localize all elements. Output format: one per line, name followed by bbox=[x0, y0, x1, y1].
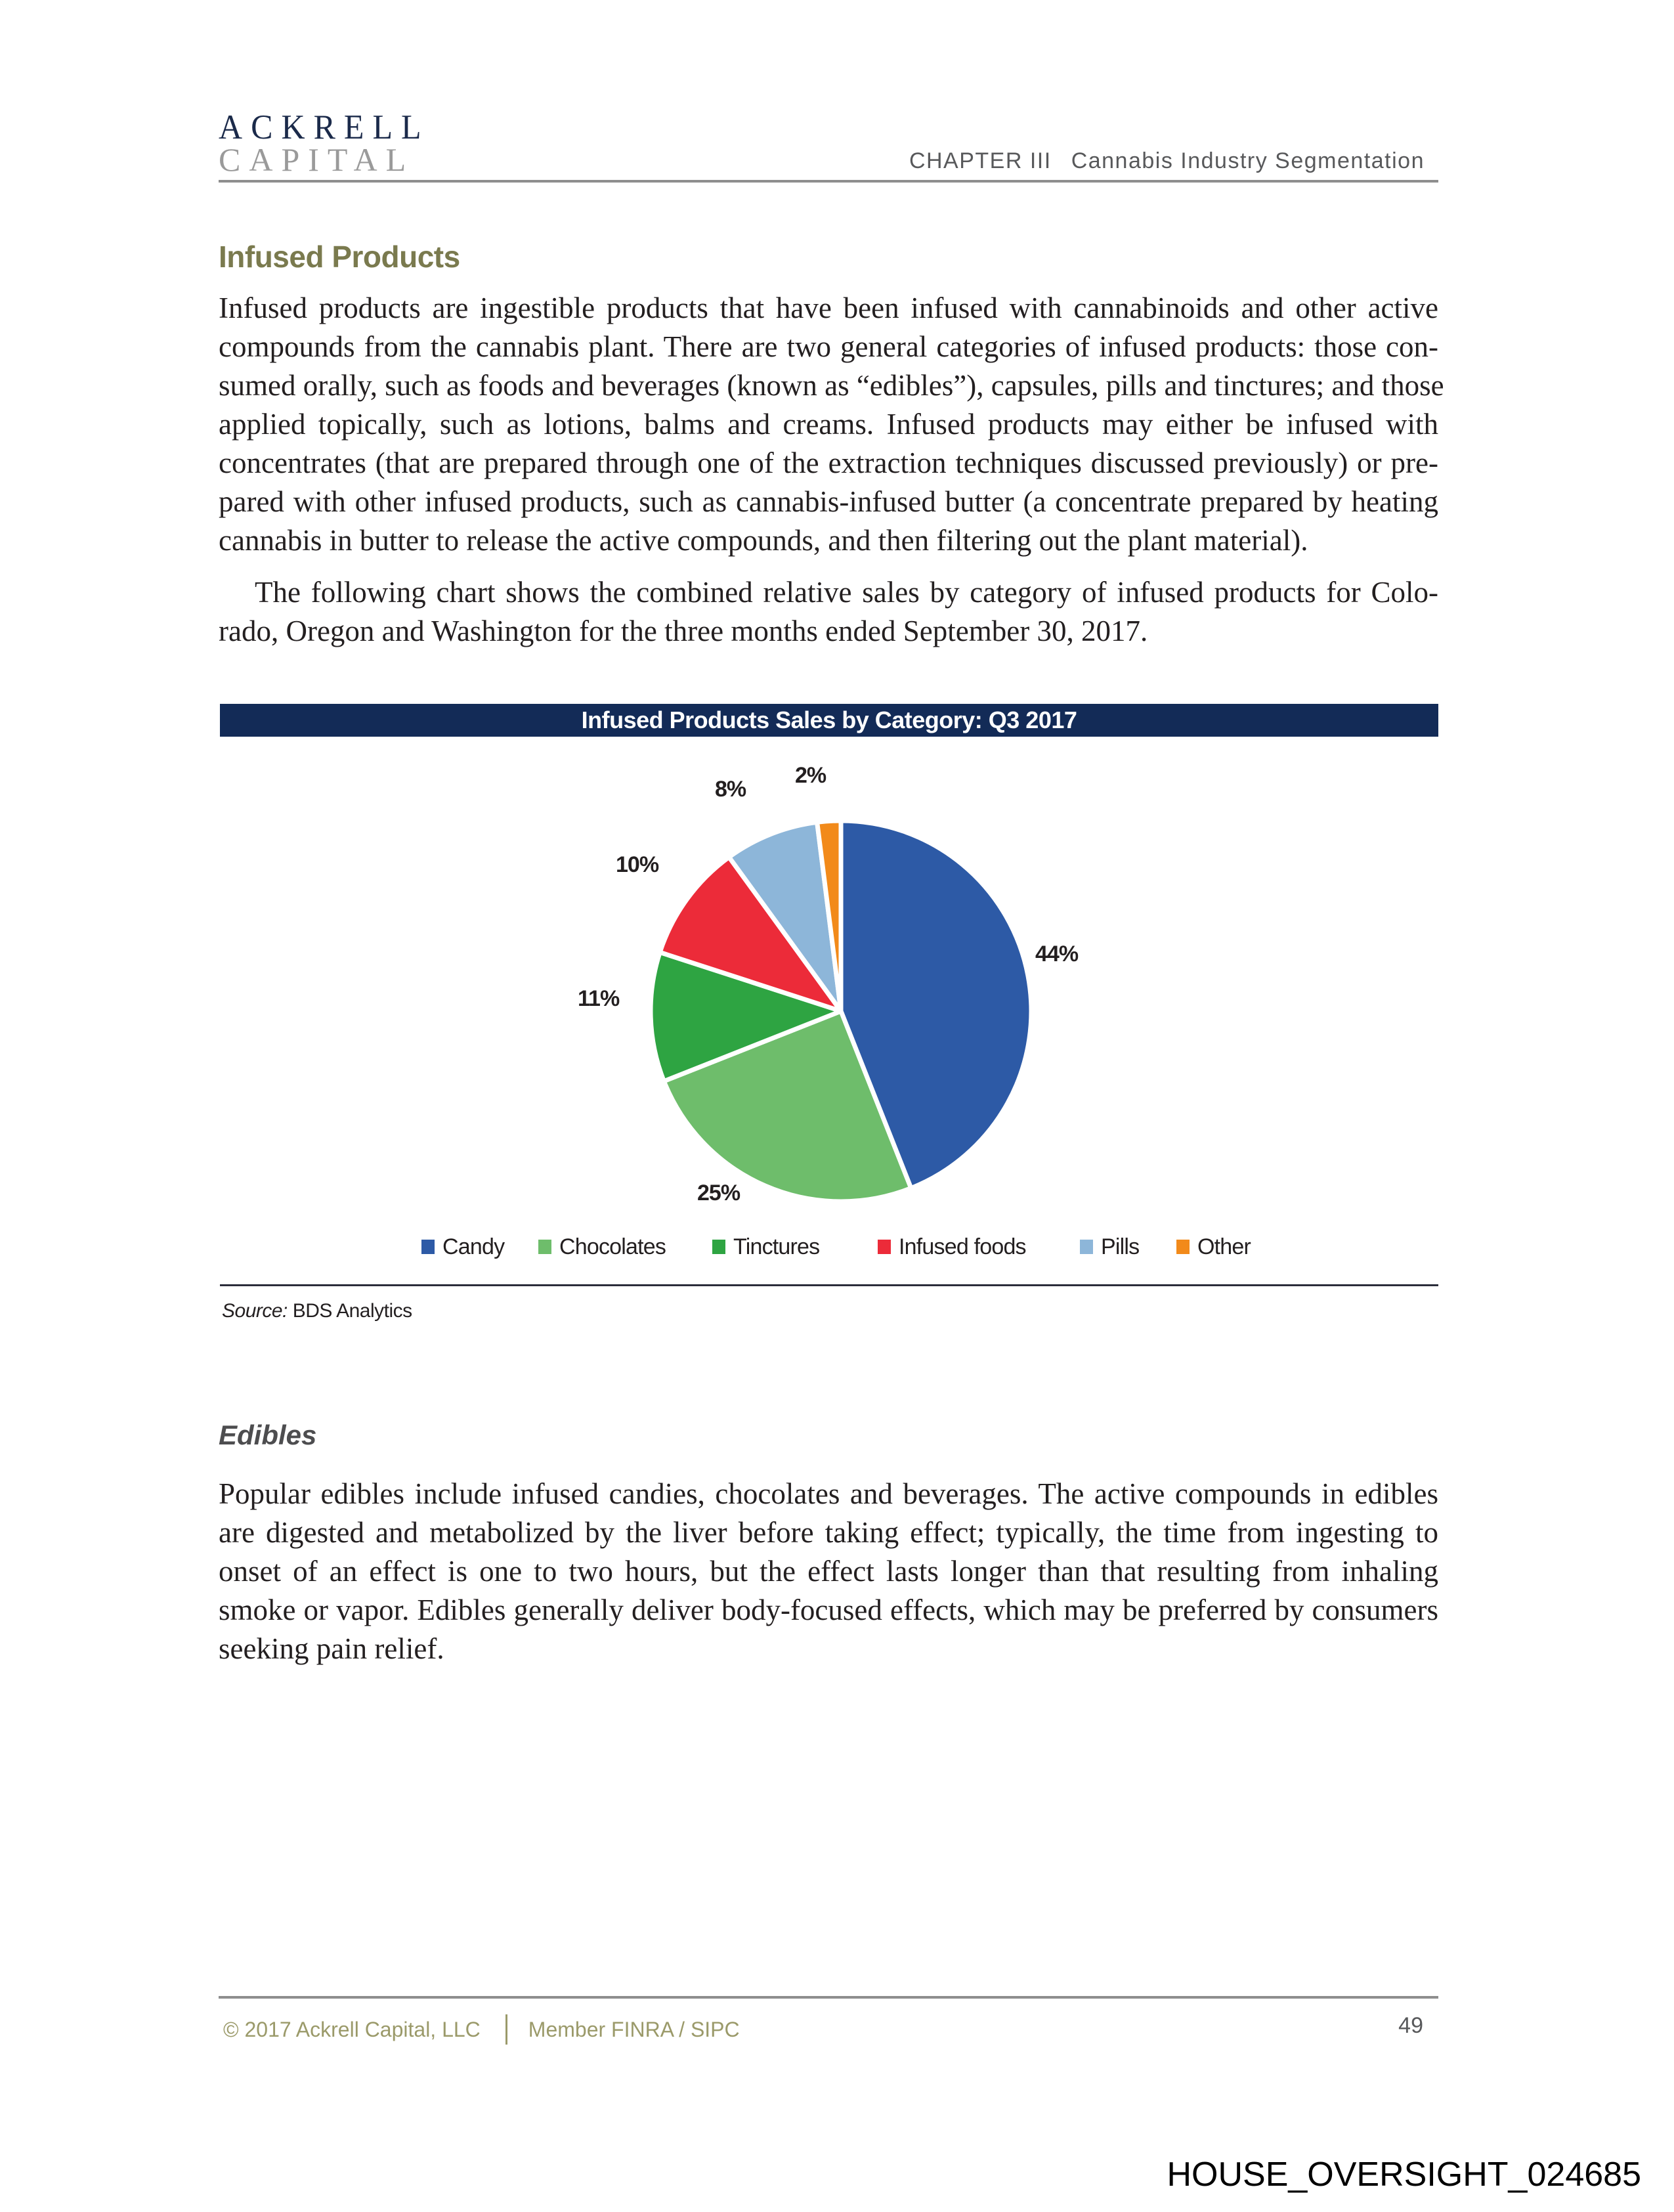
label-candy: 44% bbox=[1035, 942, 1079, 966]
footer-separator bbox=[505, 2014, 507, 2045]
footer-info bbox=[223, 2014, 740, 2045]
tinctures-swatch-icon bbox=[712, 1240, 725, 1254]
label-infused-foods: 10% bbox=[616, 852, 659, 877]
text-line: concentrates (that are prepared through one of the extraction techniques discussed previously) or pre- bbox=[219, 446, 1438, 479]
legend-item-pills bbox=[1080, 1230, 1139, 1263]
label-tinctures: 11% bbox=[578, 986, 620, 1011]
membership-text: Member FINRA / SIPC bbox=[528, 2017, 740, 2041]
subsection-heading: Edibles bbox=[219, 1420, 317, 1450]
text-line: Popular edibles include infused candies, chocolates and beverages. The active compounds in edibles bbox=[219, 1477, 1438, 1510]
copyright-text: © 2017 Ackrell Capital, LLC bbox=[223, 2017, 481, 2041]
chart-intro-paragraph bbox=[219, 573, 1438, 651]
chart-source bbox=[222, 1300, 412, 1322]
chart-legend bbox=[220, 1230, 1438, 1263]
legend-label: Candy bbox=[442, 1234, 505, 1259]
text-line: sumed orally, such as foods and beverages (known as “edibles”), capsules, pills and tinctures; and those bbox=[219, 369, 1444, 402]
legend-item-other bbox=[1176, 1230, 1251, 1263]
text-line: Infused products are ingestible products that have been infused with cannabinoids and other active bbox=[219, 292, 1438, 324]
legend-label: Pills bbox=[1101, 1234, 1140, 1259]
logo-capital: CAPITAL bbox=[219, 141, 415, 178]
text-line: are digested and metabolized by the liver before taking effect; typically, the time from ingesting to bbox=[219, 1516, 1438, 1549]
legend-label: Other bbox=[1197, 1234, 1251, 1259]
source-label: Source: bbox=[222, 1300, 288, 1322]
chocolates-swatch-icon bbox=[538, 1240, 551, 1254]
text-line: cannabis in butter to release the active compounds, and then filtering out the plant material). bbox=[219, 524, 1308, 557]
pie-chart-graphic bbox=[220, 737, 1438, 1236]
candy-swatch-icon bbox=[421, 1240, 435, 1254]
header-divider bbox=[219, 180, 1438, 183]
pills-swatch-icon bbox=[1080, 1240, 1093, 1254]
text-line: applied topically, such as lotions, balms and creams. Infused products may either be infused with bbox=[219, 408, 1438, 441]
label-other: 2% bbox=[795, 763, 826, 788]
bates-number: HOUSE_OVERSIGHT_024685 bbox=[1167, 2156, 1641, 2194]
legend-label: Tinctures bbox=[733, 1234, 820, 1259]
text-line: onset of an effect is one to two hours, but the effect lasts longer than that resulting from inhaling bbox=[219, 1555, 1438, 1588]
text-line: seeking pain relief. bbox=[219, 1632, 444, 1665]
logo-ackrell: ACKRELL bbox=[219, 107, 430, 146]
chapter-label: CHAPTER III bbox=[909, 148, 1052, 173]
text-line: rado, Oregon and Washington for the three months ended September 30, 2017. bbox=[219, 615, 1148, 647]
legend-label: Chocolates bbox=[559, 1234, 666, 1259]
chapter-header bbox=[909, 148, 1425, 174]
edibles-paragraph bbox=[219, 1475, 1438, 1668]
text-line: The following chart shows the combined relative sales by category of infused products for Colo- bbox=[255, 576, 1438, 609]
chart-bottom-divider bbox=[220, 1284, 1438, 1286]
page-number: 49 bbox=[1398, 2013, 1423, 2038]
text-line: compounds from the cannabis plant. There are two general categories of infused products: those con- bbox=[219, 330, 1438, 363]
chart-title: Infused Products Sales by Category: Q3 2017 bbox=[220, 704, 1438, 737]
infused-foods-swatch-icon bbox=[878, 1240, 891, 1254]
source-value: BDS Analytics bbox=[292, 1300, 412, 1322]
other-swatch-icon bbox=[1176, 1240, 1190, 1254]
legend-label: Infused foods bbox=[899, 1234, 1026, 1259]
label-pills: 8% bbox=[715, 777, 746, 802]
legend-item-chocolates bbox=[538, 1230, 666, 1263]
legend-item-candy bbox=[421, 1230, 504, 1263]
pie-chart bbox=[220, 737, 1438, 1236]
legend-item-tinctures bbox=[712, 1230, 819, 1263]
section-heading: Infused Products bbox=[219, 240, 460, 274]
intro-paragraph bbox=[219, 289, 1444, 560]
text-line: pared with other infused products, such as cannabis-infused butter (a concentrate prepared by heating bbox=[219, 485, 1438, 518]
text-line: smoke or vapor. Edibles generally deliver body-focused effects, which may be preferred by consumers bbox=[219, 1594, 1438, 1626]
footer-divider bbox=[219, 1996, 1438, 1999]
legend-item-infused-foods bbox=[878, 1230, 1026, 1263]
chapter-title: Cannabis Industry Segmentation bbox=[1071, 148, 1425, 173]
label-chocolates: 25% bbox=[697, 1181, 740, 1205]
